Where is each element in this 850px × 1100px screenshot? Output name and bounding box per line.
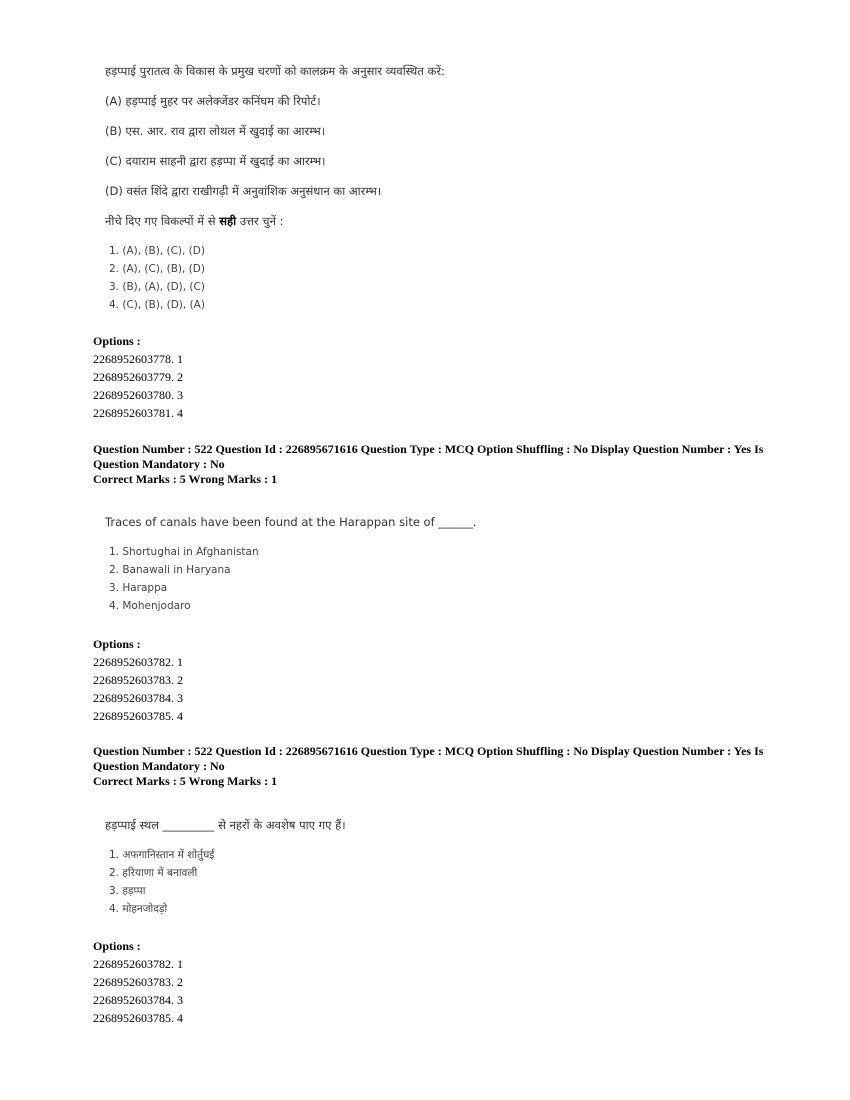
option-id: 2268952603778. 1 xyxy=(93,352,183,366)
question-3-meta xyxy=(93,744,773,789)
instruction xyxy=(105,206,445,236)
marks: Correct Marks : 5 Wrong Marks : 1 xyxy=(93,472,278,486)
option-id: 2268952603785. 4 xyxy=(93,709,183,723)
question-2-meta xyxy=(93,442,773,487)
choice: 3. (B), (A), (D), (C) xyxy=(109,281,205,293)
option-id: 2268952603783. 2 xyxy=(93,673,183,687)
question-2-prompt: Traces of canals have been found at the Harappan site of ______. xyxy=(105,515,477,529)
question-meta: Question Number : 522 Question Id : 226895671616 Question Type : MCQ Option Shuffling : No Display Question Number : Yes Is Question Mandatory : No xyxy=(93,744,764,773)
instruction-pre: नीचे दिए गए विकल्पों में से xyxy=(105,214,220,228)
option-id: 2268952603782. 1 xyxy=(93,655,183,669)
option-id: 2268952603784. 3 xyxy=(93,691,183,705)
choice: 2. हरियाणा में बनावली xyxy=(109,867,198,879)
options-block-1 xyxy=(93,332,183,422)
choice: 1. (A), (B), (C), (D) xyxy=(109,245,205,257)
choice: 4. Mohenjodaro xyxy=(109,600,191,612)
options-block-3 xyxy=(93,937,183,1027)
choice: 1. Shortughai in Afghanistan xyxy=(109,546,259,558)
option-id: 2268952603780. 3 xyxy=(93,388,183,402)
statement-c: (C) दयाराम साहनी द्वारा हड़प्पा में खुदाई का आरम्भ। xyxy=(105,154,326,168)
question-3-prompt: हड़प्पाई स्थल _________ से नहरों के अवशेष पाए गए हैं। xyxy=(105,818,346,832)
option-id: 2268952603784. 3 xyxy=(93,993,183,1007)
options-label: Options : xyxy=(93,334,141,348)
question-1-body xyxy=(105,56,445,314)
choice-list xyxy=(105,242,445,314)
choice: 2. Banawali in Haryana xyxy=(109,564,231,576)
option-id: 2268952603785. 4 xyxy=(93,1011,183,1025)
statement-b: (B) एस. आर. राव द्वारा लोथल में खुदाई का आरम्भ। xyxy=(105,124,326,138)
option-id: 2268952603782. 1 xyxy=(93,957,183,971)
option-id: 2268952603781. 4 xyxy=(93,406,183,420)
choice: 2. (A), (C), (B), (D) xyxy=(109,263,205,275)
instruction-bold: सही xyxy=(219,214,237,228)
choice: 4. मोहनजोदड़ो xyxy=(109,903,168,915)
choice-list xyxy=(105,846,346,918)
choice: 3. हड़प्पा xyxy=(109,885,146,897)
statement-d: (D) वसंत शिंदे द्वारा राखीगढ़ी में अनुवांशिक अनुसंधान का आरम्भ। xyxy=(105,184,382,198)
option-id: 2268952603783. 2 xyxy=(93,975,183,989)
option-id: 2268952603779. 2 xyxy=(93,370,183,384)
options-label: Options : xyxy=(93,939,141,953)
question-3-body xyxy=(105,810,346,918)
choice: 4. (C), (B), (D), (A) xyxy=(109,299,205,311)
statement-a: (A) हड़प्पाई मुहर पर अलेक्जेंडर कनिंघम की रिपोर्ट। xyxy=(105,94,321,108)
options-block-2 xyxy=(93,635,183,725)
options-label: Options : xyxy=(93,637,141,651)
question-1-prompt: हड़प्पाई पुरातत्व के विकास के प्रमुख चरणों को कालक्रम के अनुसार व्यवस्थित करें: xyxy=(105,64,445,78)
choice-list xyxy=(105,543,476,615)
question-2-body xyxy=(105,507,476,615)
choice: 3. Harappa xyxy=(109,582,168,594)
marks: Correct Marks : 5 Wrong Marks : 1 xyxy=(93,774,278,788)
question-meta: Question Number : 522 Question Id : 226895671616 Question Type : MCQ Option Shuffling : No Display Question Number : Yes Is Question Mandatory : No xyxy=(93,442,764,471)
instruction-post: उत्तर चुनें : xyxy=(236,214,284,228)
choice: 1. अफगानिस्तान में शोर्तुघई xyxy=(109,849,215,861)
